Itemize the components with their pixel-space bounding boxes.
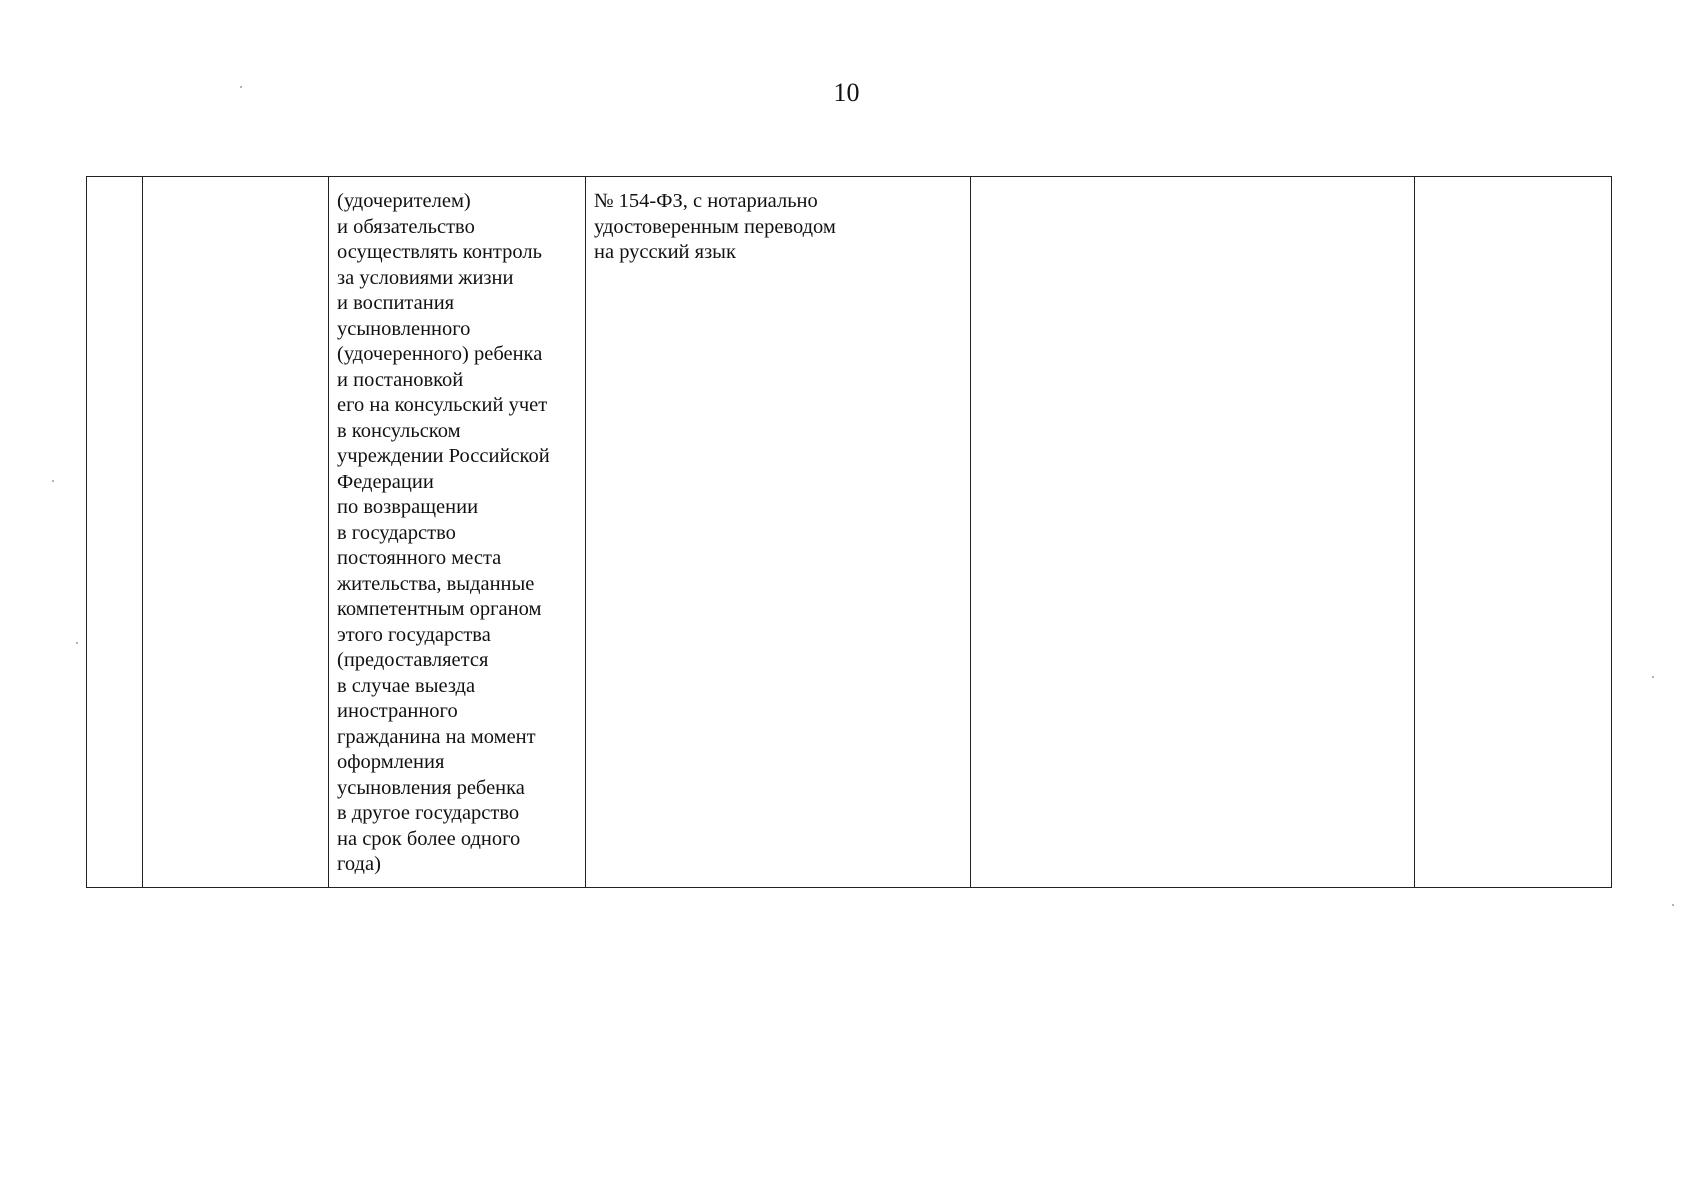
table-cell-col2	[143, 177, 329, 888]
scan-speck	[52, 480, 54, 482]
scan-speck	[1672, 904, 1674, 906]
table-row	[87, 177, 1612, 888]
table-cell-col5	[971, 177, 1415, 888]
table-cell-col6	[1415, 177, 1612, 888]
document-table	[86, 176, 1612, 888]
table-cell-col4: № 154-ФЗ, с нотариально удостоверенным переводом на русский язык	[586, 177, 971, 888]
table-cell-col1	[87, 177, 143, 888]
scan-speck	[1652, 676, 1654, 678]
table-cell-col3: (удочерителем) и обязательство осуществлять контроль за условиями жизни и воспитания усыновленного (удочеренного) ребенка и постановкой его на консульский учет в консульском учреждении Российской Федерации по возвращении в государство постоянного места жительства, выданные компетентным органом этого государства (предоставляется в случае выезда иностранного гражданина на момент оформления усыновления ребенка в другое государство на срок более одного года)	[329, 177, 586, 888]
scan-speck	[240, 86, 242, 88]
page-number: 10	[833, 78, 860, 107]
scan-speck	[76, 642, 78, 644]
